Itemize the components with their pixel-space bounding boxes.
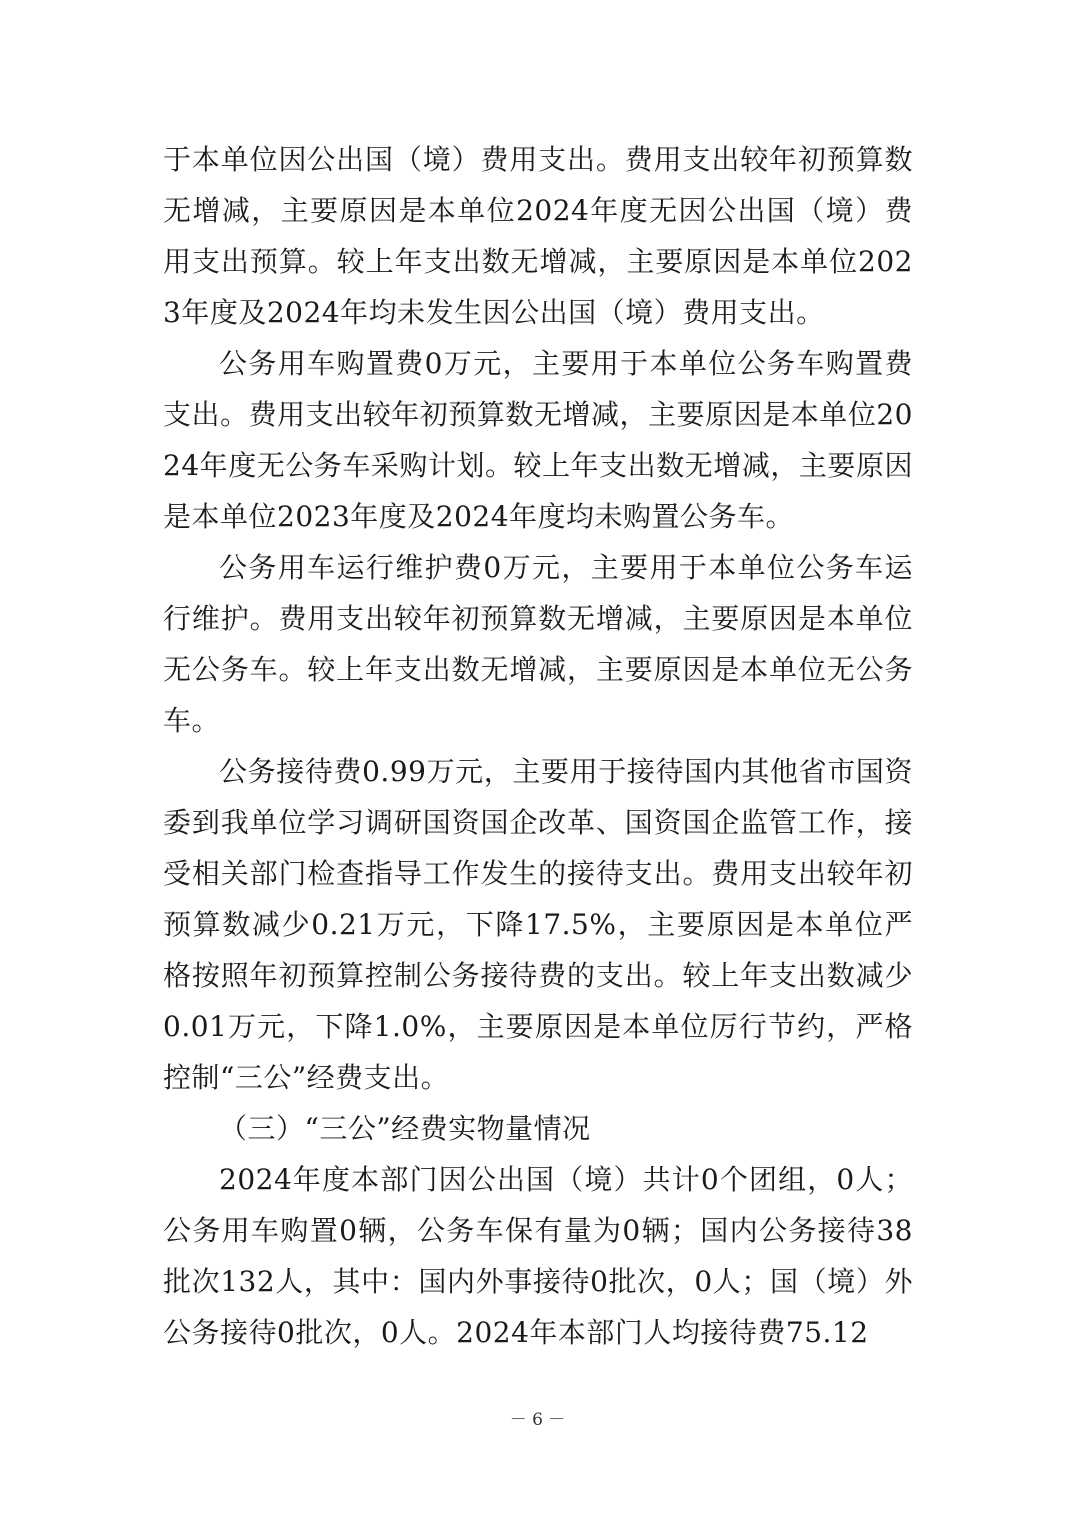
paragraph-reception-expense: 公务接待费0.99万元，主要用于接待国内其他省市国资委到我单位学习调研国资国企改革、国资国企监管工作，接受相关部门检查指导工作发生的接待支出。费用支出较年初预算数减少0.21万元，下降17.5%，主要原因是本单位严格按照年初预算控制公务接待费的支出。较上年支出数减少0.01万元，下降1.0%，主要原因是本单位厉行节约，严格控制“三公”经费支出。 <box>163 755 913 1094</box>
body-text <box>163 134 913 1358</box>
paragraph-vehicle-purchase: 公务用车购置费0万元，主要用于本单位公务车购置费支出。费用支出较年初预算数无增减，主要原因是本单位2024年度无公务车采购计划。较上年支出数无增减，主要原因是本单位2023年度及2024年度均未购置公务车。 <box>163 347 913 533</box>
paragraph-vehicle-maintenance: 公务用车运行维护费0万元，主要用于本单位公务车运行维护。费用支出较年初预算数无增减，主要原因是本单位无公务车。较上年支出数无增减，主要原因是本单位无公务车。 <box>163 551 913 737</box>
page-number: － 6 － <box>509 1410 566 1430</box>
paragraph-overseas-travel-cont: 于本单位因公出国（境）费用支出。费用支出较年初预算数无增减，主要原因是本单位2024年度无因公出国（境）费用支出预算。较上年支出数无增减，主要原因是本单位2023年度及2024年均未发生因公出国（境）费用支出。 <box>163 143 913 329</box>
paragraph-physical-quantity: 2024年度本部门因公出国（境）共计0个团组，0人；公务用车购置0辆，公务车保有量为0辆；国内公务接待38批次132人，其中：国内外事接待0批次，0人；国（境）外公务接待0批次，0人。2024年本部门人均接待费75.12 <box>163 1163 913 1349</box>
section-heading-physical-quantity: （三）“三公”经费实物量情况 <box>219 1112 591 1145</box>
